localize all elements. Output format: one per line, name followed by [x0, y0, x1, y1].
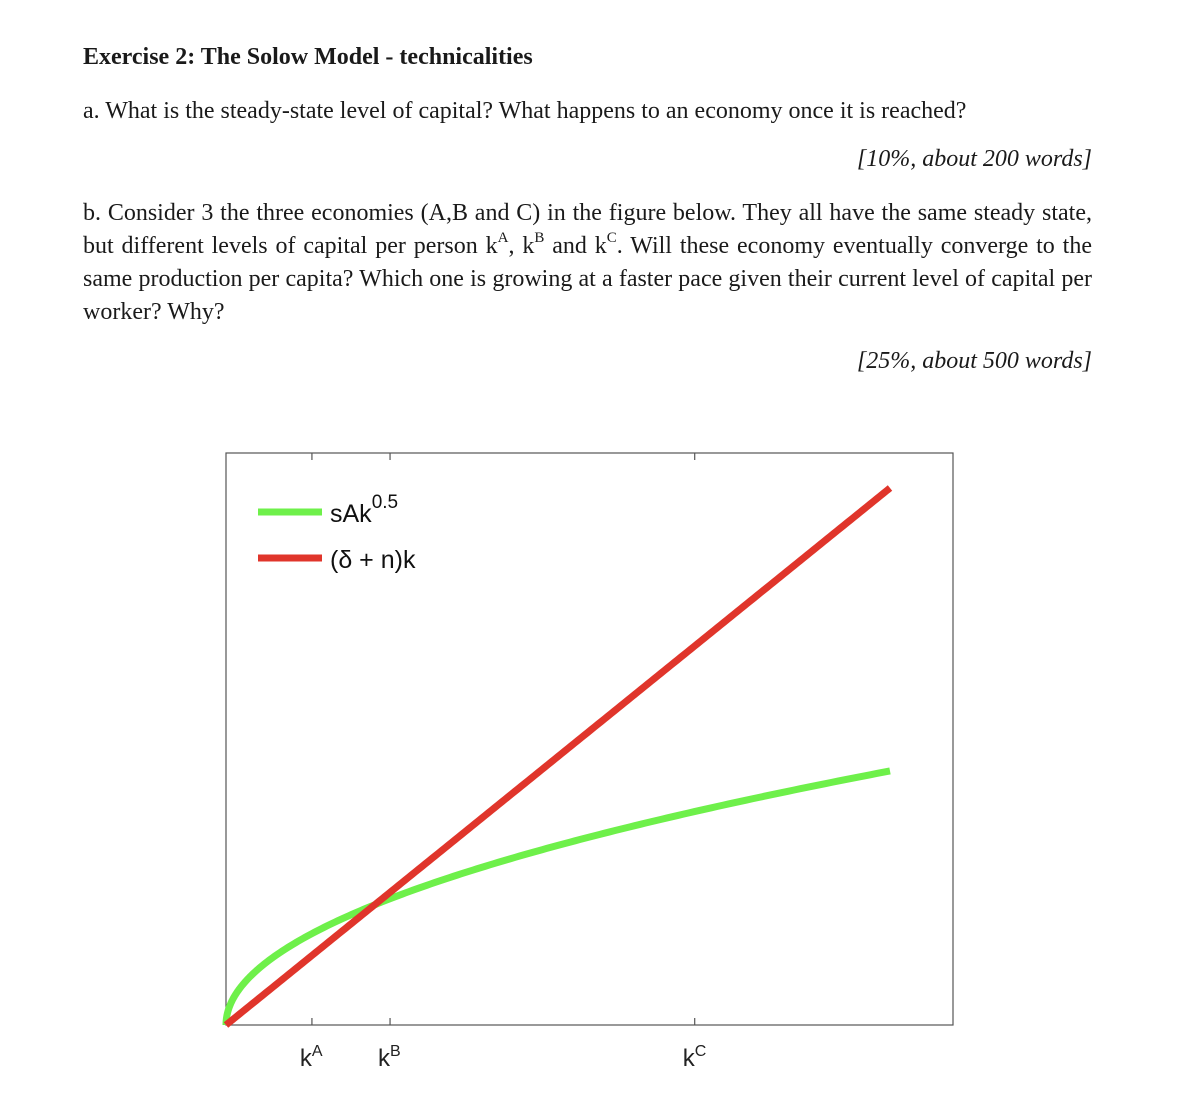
tick-label-ka: [300, 1043, 323, 1072]
question-b-text-3: and k: [544, 233, 607, 259]
tick-label-base: k: [378, 1045, 391, 1072]
exercise-title: Exercise 2: The Solow Model - technicalities: [83, 44, 533, 70]
legend-label-0: [330, 492, 398, 528]
legend-label-text-1: (δ + n)k: [330, 546, 416, 574]
tick-group: [312, 453, 695, 1025]
x-tick-labels: [300, 1043, 706, 1072]
legend-label-1: [330, 546, 416, 574]
question-b-text-1: b. Consider 3 the three economies (A,B and C) in the figure below. They all have the same steady state, but different levels of capital per person k: [83, 200, 1092, 259]
question-b-sup-a: A: [497, 230, 509, 246]
question-b-text-4: . Will these economy eventually converge to the same production per capita? Which one is growing at a faster pace given their current level of capital per worker? Why?: [83, 233, 1092, 325]
tick-label-kb: [378, 1043, 401, 1072]
question-a: a. What is the steady-state level of capital? What happens to an economy once it is reached?: [83, 98, 967, 124]
tick-label-sup: B: [390, 1043, 401, 1060]
series-line-depreciation: [226, 488, 890, 1025]
tick-label-kc: [683, 1043, 707, 1072]
question-b-sup-c: C: [606, 230, 617, 246]
legend-label-sup-0: 0.5: [371, 492, 399, 513]
chart-legend: [258, 492, 416, 574]
tick-label-base: k: [682, 1045, 695, 1072]
tick-label-base: k: [299, 1045, 312, 1072]
question-a-weight: [10%, about 200 words]: [856, 146, 1092, 172]
tick-label-sup: A: [311, 1043, 323, 1060]
legend-label-text-0: sAk: [330, 500, 372, 528]
series-group: [226, 488, 890, 1025]
question-b-sup-b: B: [534, 230, 545, 246]
series-line-production: [226, 771, 890, 1025]
question-b-weight: [25%, about 500 words]: [856, 348, 1092, 374]
question-b-text-2: , k: [508, 233, 535, 259]
tick-label-sup: C: [694, 1043, 707, 1060]
